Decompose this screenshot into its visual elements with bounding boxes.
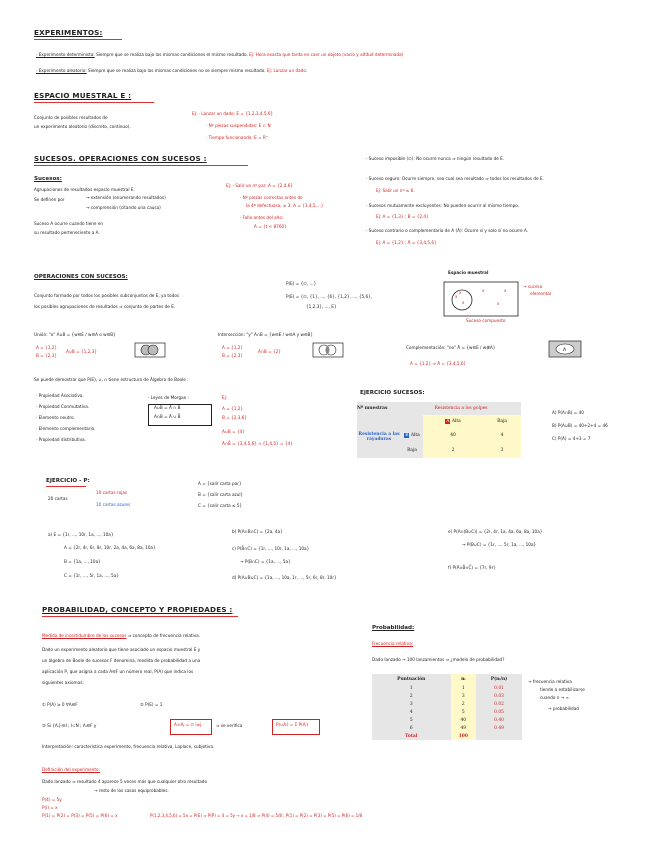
ej-p-c1: c) P(B̄∩C) = {1r, ..., 10r, 1a, ..., 10a} bbox=[232, 546, 310, 551]
title-underline bbox=[34, 102, 154, 103]
morgan-title: · Leyes de Morgan : bbox=[148, 395, 190, 400]
probabilidad-title: PROBABILIDAD, CONCEPTO Y PROPIEDADES : bbox=[42, 605, 233, 614]
det-line bbox=[36, 53, 403, 58]
ej-answer-b: B) P(A∪B) = 40+2+4 = 46 bbox=[552, 423, 608, 428]
prop-2: · Propiedad Conmutativa. bbox=[36, 404, 90, 409]
svg-text:A: A bbox=[563, 348, 567, 353]
svg-text:x: x bbox=[482, 288, 485, 293]
inter-res: A∩B = {2} bbox=[258, 349, 281, 354]
note-2: tiende a estabilizarse bbox=[540, 687, 585, 692]
ej-p-c2: → P(B∩C) = {1a, ..., 5a} bbox=[240, 559, 291, 564]
prob-r-title: Probabilidad: bbox=[372, 625, 415, 631]
morgan-ej1: A = {1,2} bbox=[222, 406, 244, 411]
ale-example: Ej: Lanzar un dado. bbox=[266, 68, 308, 73]
ej-p-e2: → P(B∪C) = {1r, ..., 5r, 1a, ..., 10a} bbox=[462, 542, 537, 547]
sucesos-l3: Suceso A ocurre cuando tiene en bbox=[34, 221, 104, 226]
ej-p-def-c: C = {salir carta ≤ 5} bbox=[198, 503, 243, 508]
sucesos-ej3: la 4ª defectuosa, ≥ 3: A = {3,4,5,...} bbox=[246, 203, 324, 208]
cell: 49 bbox=[451, 724, 477, 732]
ej-p-a4: C = {1r, ..., 5r, 1a, ..., 5a} bbox=[64, 573, 119, 578]
prob-r-question: Dado lanzado → 100 lanzamientos ⇒ ¿modelo de probabilidad? bbox=[372, 657, 505, 662]
cell: 0.01 bbox=[476, 684, 522, 692]
table-corner: Nº muestras bbox=[357, 402, 401, 415]
cell: 6 bbox=[372, 724, 451, 732]
cell: 0.40 bbox=[476, 716, 522, 724]
ej-sucesos-table bbox=[357, 402, 521, 458]
ej-p-title: EJERCICIO - P: bbox=[46, 478, 90, 484]
cell: 1 bbox=[451, 684, 477, 692]
ale-text: Siempre que se realiza bajo las mismas condiciones no se siempre mismo resultado. bbox=[88, 68, 266, 73]
ej-answer-c: C) P(Ā) = 4+3 = 7 bbox=[552, 436, 591, 441]
inter-ej1: A = {1,2} bbox=[222, 345, 244, 350]
sucesos-r2: · Suceso seguro: Ocurre siempre, sea cual sea resultado ⇒ todos los resultados de E. bbox=[366, 176, 544, 181]
prob-sub1b: ⇒ concepto de frecuencia relativa. bbox=[127, 633, 201, 638]
title-underline bbox=[34, 39, 122, 40]
morgan-ej4: Ā∩B̄ = {3,4,5,6} ∩ {1,4,5} = {4} bbox=[222, 441, 293, 446]
dl-3: P(4) = 5y bbox=[42, 797, 62, 802]
axiom-1: ① P(A) ≥ 0 ∀A∈F bbox=[42, 702, 78, 707]
sucesos-ej5: A = {t < 8760} bbox=[254, 224, 287, 229]
cell: 40 bbox=[451, 716, 477, 724]
svg-text:x: x bbox=[462, 300, 465, 305]
prob-r-sub: Frecuencia relativa: bbox=[372, 641, 414, 646]
col-group: Resistencia a los golpes bbox=[401, 402, 521, 415]
dl-6: P(1,2,3,4,5,6) = 5x = P(E) ⇒ P(P) = 4 = 5y → x = 1/8 ⇒ P(4) = 5/8 ; P(1) = P(2) = P(3) = P(5) = P(6) = 1/8 bbox=[150, 813, 363, 818]
svg-text:x: x bbox=[504, 288, 507, 293]
sucesos-r6: · Suceso contrario o complementario de A (Ā): Ocurre sí y solo sí no ocurre A. bbox=[366, 228, 529, 233]
sucesos-l2: Se definen por bbox=[34, 197, 65, 202]
svg-text:x: x bbox=[497, 301, 500, 306]
espacio-ej2: · Nº piezas suspendidas: E ⊂ N bbox=[206, 123, 271, 128]
espacio-def2: un experimento aleatorio (discreto, continuo). bbox=[34, 124, 131, 129]
morgan-ej0: Ej: bbox=[222, 395, 228, 400]
ej-p-a1: a) E = {1r, ..., 10r, 1a, ..., 10a} bbox=[48, 532, 114, 537]
cell: 4 bbox=[372, 708, 451, 716]
ej-p-rojas: 10 cartas rojas bbox=[96, 490, 128, 495]
cell: Total bbox=[372, 732, 451, 740]
diagram-label-1: → suceso bbox=[523, 284, 543, 289]
diagram-title: Espacio muestral bbox=[448, 270, 489, 275]
cell: 4 bbox=[483, 428, 521, 443]
freq-table bbox=[372, 674, 522, 740]
operaciones-title: OPERACIONES CON SUCESOS: bbox=[34, 274, 128, 280]
axiom-3: ③ Si {Aᵢ}ᵢ∈I ; I⊂N ; Aᵢ∈F y bbox=[42, 723, 97, 728]
det-label: · Experimento determinista: bbox=[36, 52, 95, 57]
ej-p-a3: B = {1a, ..., 10a} bbox=[64, 559, 101, 564]
sucesos-l2a: → extensión (enumerando resultados) bbox=[86, 195, 166, 200]
sucesos-title: SUCESOS. OPERACIONES CON SUCESOS : bbox=[34, 154, 207, 163]
col-a-label: Alta bbox=[451, 419, 461, 424]
col-a bbox=[423, 415, 483, 428]
cell: 100 bbox=[451, 732, 477, 740]
ale-line bbox=[36, 69, 307, 74]
tag-a: A bbox=[446, 419, 450, 424]
table-row bbox=[372, 684, 522, 692]
cell: 0.03 bbox=[476, 692, 522, 700]
operaciones-l1: Conjunto formado por todos los posibles subconjuntos de E, ya todos bbox=[34, 293, 180, 298]
cell: 40 bbox=[423, 428, 483, 443]
prop-4: · Elemento complementario. bbox=[36, 426, 96, 431]
cell: 0.02 bbox=[476, 700, 522, 708]
prob-interp: Interpretación: característica experimento, frecuencia relativa, Laplace, subjetiva. bbox=[42, 744, 215, 749]
sucesos-r3: Ej: Salir un nº ≤ 6. bbox=[376, 188, 415, 193]
sucesos-r5: Ej: A = {1,3} ; B = {2,4} bbox=[376, 214, 429, 219]
table-row bbox=[372, 700, 522, 708]
note-3: cuando n → ∞ bbox=[540, 695, 570, 700]
ej-answer-a: A) P(A∩B) = 40 bbox=[552, 410, 584, 415]
prob-p1: Dado un experimento aleatorio que tiene asociado un espacio muestral E y bbox=[42, 647, 201, 652]
compl-def: Complementación: "no" Ā = {w∈E / w∉A} bbox=[406, 345, 496, 350]
cell: 5 bbox=[451, 708, 477, 716]
det-example: Ej: Hora exacta que tarda en caer un objeto (vacío y altitud determinada) bbox=[249, 52, 404, 57]
sucesos-ej1: Ej: · Salir un nº par: A = {2,4,6} bbox=[226, 183, 294, 188]
ej-p-a2: A = {2r, 4r, 6r, 8r, 10r, 2a, 4a, 6a, 8a, 10a} bbox=[64, 545, 156, 550]
axiom-2: ② P(E) = 1 bbox=[140, 702, 163, 707]
ej-p-f: f) P(Ā∩B̄∩C̄) = {7r, 9r} bbox=[448, 565, 496, 570]
espacio-def1: Conjunto de posibles resultados de bbox=[34, 115, 108, 120]
sucesos-r1: · Suceso imposible (∅): No ocurre nunca ⇒ ningún resultado de E. bbox=[366, 156, 505, 161]
espacio-ej3: · Tiempo funcionando: E = R⁺ bbox=[206, 135, 269, 140]
morgan-ej2: B = {2,3,6} bbox=[222, 415, 248, 420]
svg-text:x: x bbox=[459, 290, 462, 295]
prop-1: · Propiedad Asociativa. bbox=[36, 393, 84, 398]
sucesos-l2b: → comprensión (citando una causa) bbox=[86, 205, 161, 210]
cell: 2 bbox=[372, 692, 451, 700]
ej-p-b: b) P(A∩B∩C) = {2a, 4a} bbox=[232, 529, 283, 534]
boole-line: Se puede demostrar que P(E), ∪, ∩ tiene estructura de Álgebra de Boole : bbox=[34, 377, 189, 382]
cell: 2 bbox=[451, 700, 477, 708]
axiom-3c: ⇒ se verifica bbox=[216, 723, 243, 728]
dl-5: P(1) = P(2) = P(3) = P(5) = P(6) = x bbox=[42, 813, 118, 818]
cell: 1 bbox=[372, 684, 451, 692]
prob-sub2: Definición del experimento: bbox=[42, 767, 101, 772]
table-row bbox=[372, 724, 522, 732]
prob-p2: un álgebra de Boole de sucesos F denomina, medida de probabilidad a una bbox=[42, 658, 201, 663]
row-b: Baja bbox=[401, 443, 423, 458]
tag-b: B bbox=[405, 433, 409, 438]
prop-5: · Propiedad distributiva. bbox=[36, 437, 86, 442]
freq-header: P(nᵢ/n) bbox=[476, 674, 522, 684]
sucesos-l1: Agrupaciones de resultados espacio muestral E. bbox=[34, 187, 135, 192]
dl-2: → resto de los casos equiprobables. bbox=[94, 788, 169, 793]
sucesos-r4: · Sucesos mutuamente excluyentes: No pueden ocurrir al mismo tiempo. bbox=[366, 203, 520, 208]
cell: 3 bbox=[372, 700, 451, 708]
union-ej1: A = {1,2} bbox=[36, 345, 58, 350]
axiom-3b: Aᵢ∩Aⱼ = ∅ i≠j bbox=[174, 722, 202, 727]
diagram-label-b: Suceso compuesto bbox=[466, 318, 506, 323]
prop-3: · Elemento neutro. bbox=[36, 415, 75, 420]
title-underline bbox=[42, 616, 238, 617]
inter-ej2: B = {2,3} bbox=[222, 353, 244, 358]
cell: 3 bbox=[451, 692, 477, 700]
row-group: Resistencia a las rayaduras bbox=[357, 415, 401, 458]
union-ej2: B = {2,3} bbox=[36, 353, 58, 358]
sucesos-l4: su resultado perteneciente a A. bbox=[34, 230, 100, 235]
cell: 0.49 bbox=[476, 724, 522, 732]
table-row bbox=[372, 692, 522, 700]
cell: 5 bbox=[372, 716, 451, 724]
prob-p3: aplicación P, que asigna a cada A∈F un número real, P(A) que indica los bbox=[42, 669, 194, 674]
freq-header: nᵢ bbox=[451, 674, 477, 684]
inter-def: Intersección: "y" A∩B = {w∈E / w∈A y w∈B} bbox=[218, 332, 314, 337]
pe1: P(E) = {∅, ...} bbox=[286, 281, 317, 286]
sucesos-ej4: · Fallo antes del año: bbox=[240, 215, 284, 220]
cell: 0.05 bbox=[476, 708, 522, 716]
ale-label: · Experimento aleatorio: bbox=[36, 68, 87, 73]
col-b: Baja bbox=[483, 415, 521, 428]
table-row bbox=[372, 708, 522, 716]
compl-venn bbox=[548, 340, 582, 358]
note-4: → probabilidad bbox=[548, 706, 579, 711]
svg-text:x: x bbox=[455, 294, 458, 299]
ej-p-e1: e) P(A∩(B∪C)) = {2r, 4r, 1a, 4a, 6a, 8a, 10a} bbox=[448, 529, 543, 534]
prob-sub1-line bbox=[42, 634, 200, 639]
union-res: A∪B = {1,2,3} bbox=[66, 349, 97, 354]
morgan-2: A∩B = Ā ∪ B̄ bbox=[154, 414, 181, 419]
diagram-label-2: elemental bbox=[530, 291, 551, 296]
ej-p-azules: 10 cartas azules bbox=[96, 502, 131, 507]
table-row bbox=[372, 716, 522, 724]
espacio-title: ESPACIO MUESTRAL E : bbox=[34, 91, 132, 100]
row-a-label: Alta bbox=[410, 433, 420, 438]
det-text: Siempre que se realiza bajo las mismas condiciones el mismo resultado. bbox=[96, 52, 248, 57]
note-1: → frecuencia relativa bbox=[528, 679, 572, 684]
title-underline bbox=[34, 165, 248, 166]
cell: 3 bbox=[483, 443, 521, 458]
cell: 2 bbox=[423, 443, 483, 458]
union-venn bbox=[134, 342, 166, 358]
union-def: Unión: "o" A∪B = {w∈E / w∈A o w∈B} bbox=[34, 332, 116, 337]
compl-ej: A = {1,2} ⇒ Ā = {3,4,5,6} bbox=[410, 361, 467, 366]
ej-p-def-a: A = {salir carta par} bbox=[198, 481, 242, 486]
prob-sub1: Medida de incertidumbre de los sucesos bbox=[42, 633, 127, 638]
pe2: P(E) = {∅, {1}, ..., {6}, {1,2}, ..., {5,6}, bbox=[286, 294, 373, 299]
ej-sucesos-title: EJERCICIO SUCESOS: bbox=[360, 390, 425, 396]
sample-space-diagram bbox=[442, 280, 522, 320]
dl-1: Dado lanzado ⇒ resultado 4 aparece 5 veces más que cualquier otro resultado bbox=[42, 779, 208, 784]
ej-p-def-b: B = {salir carta azul} bbox=[198, 492, 244, 497]
sucesos-sub: Sucesos: bbox=[34, 176, 62, 182]
dl-4: P(i) = x bbox=[42, 805, 58, 810]
inter-venn bbox=[312, 342, 344, 358]
pe3: {1,2,3}, ..., E} bbox=[306, 304, 337, 309]
espacio-ej1: Ej: · Lanzar un dado: E = {1,2,3,4,5,6} bbox=[192, 111, 274, 116]
ej-p-total: 20 cartas bbox=[48, 496, 68, 501]
ej-p-d: d) P(A∪B∪C) = {1a, ..., 10a, 1r, ..., 5r, 6r, 8r, 10r} bbox=[232, 575, 337, 580]
row-a bbox=[401, 428, 423, 443]
experimentos-title: EXPERIMENTOS: bbox=[34, 28, 103, 37]
prob-p4: siguientes axiomas: bbox=[42, 680, 84, 685]
operaciones-l2: los posibles agrupaciones de resultados ⇒ conjunto de partes de E. bbox=[34, 304, 176, 309]
title-underline bbox=[46, 486, 86, 487]
morgan-1: A∪B = Ā ∩ B̄ bbox=[154, 405, 181, 410]
freq-header: Puntuación bbox=[372, 674, 451, 684]
axiom-3d: P(∪Aᵢ) = Σ P(Aᵢ) bbox=[276, 722, 309, 727]
sucesos-r7: Ej: A = {1,2} ; Ā = {3,4,5,6} bbox=[376, 240, 437, 245]
sucesos-ej2: · Nº piezas correctas antes de bbox=[240, 195, 303, 200]
morgan-ej3: A∪B = {4} bbox=[222, 429, 245, 434]
table-row bbox=[372, 732, 522, 740]
